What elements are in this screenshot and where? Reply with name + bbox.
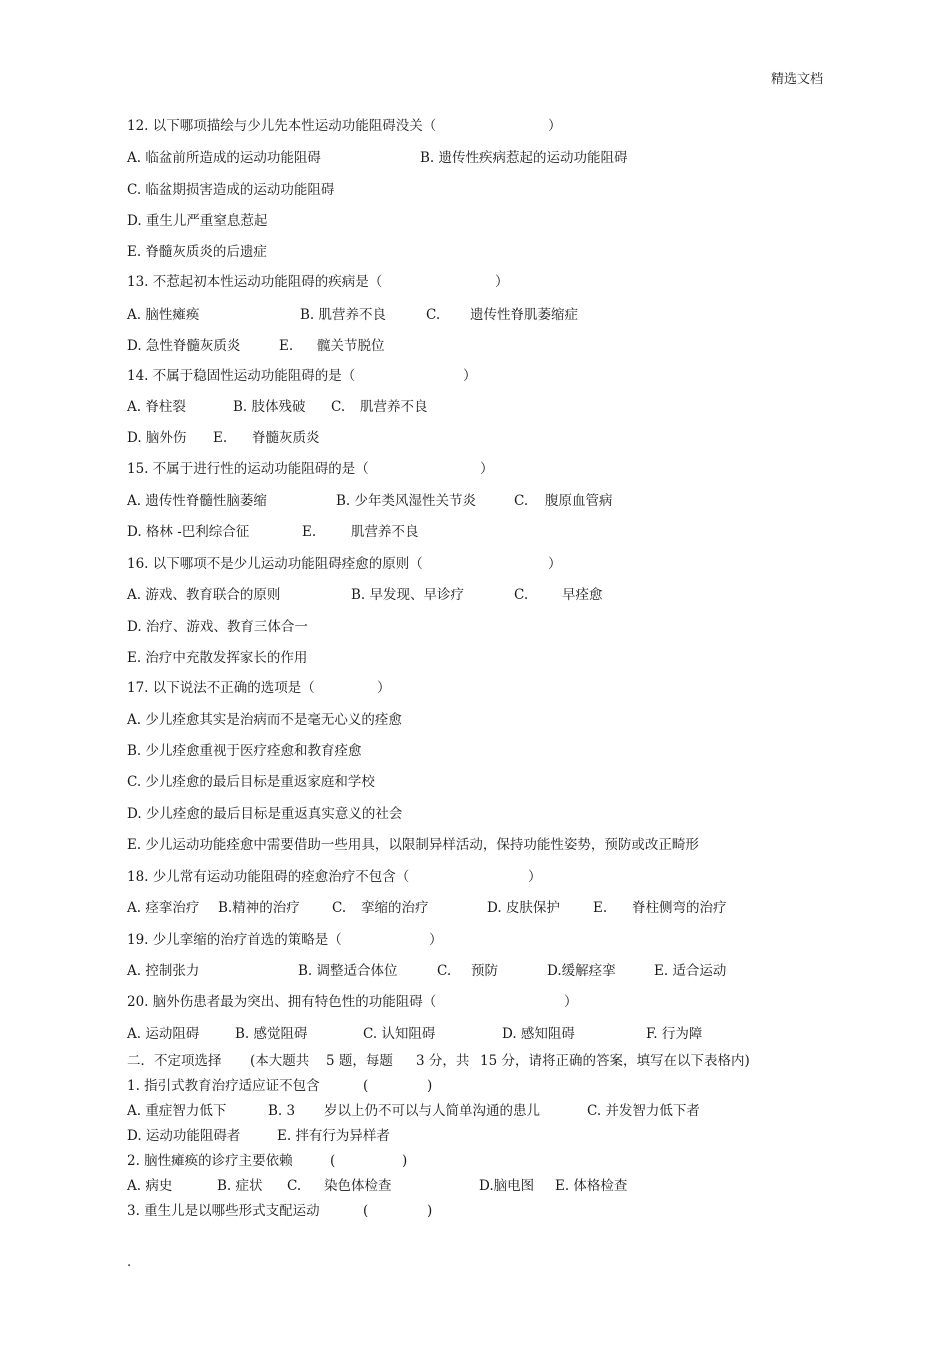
text-segment: E.	[302, 524, 317, 540]
text-segment: 17. 以下说法不正确的选项是（	[127, 680, 315, 696]
text-segment: 13. 不惹起初本性运动功能阻碍的疾病是（	[127, 274, 383, 290]
text-segment: 遗传性脊肌萎缩症	[470, 307, 578, 323]
text-segment: A. 脑性瘫痪	[127, 307, 200, 323]
text-segment: 18. 少儿常有运动功能阻碍的痊愈治疗不包含（	[127, 869, 410, 885]
text-segment: 肌营养不良	[360, 399, 428, 415]
text-segment: A. 临盆前所造成的运动功能阻碍	[127, 150, 321, 166]
text-segment: )	[427, 1203, 433, 1219]
text-segment: A. 遗传性脊髓性脑萎缩	[127, 493, 267, 509]
text-segment: E.	[279, 338, 294, 354]
text-segment: C. 临盆期损害造成的运动功能阻碍	[127, 182, 335, 198]
text-segment: 16. 以下哪项不是少儿运动功能阻碍痊愈的原则（	[127, 556, 423, 572]
text-segment: 二．不定项选择	[127, 1053, 222, 1069]
text-segment: 14. 不属于稳固性运动功能阻碍的是（	[127, 368, 356, 384]
text-segment: 岁以上仍不可以与人简单沟通的患儿	[324, 1103, 540, 1119]
text-segment: (	[330, 1153, 336, 1169]
text-segment: C.	[437, 963, 452, 979]
text-segment: )	[427, 1078, 433, 1094]
text-segment: D. 感知阻碍	[502, 1026, 575, 1042]
text-segment: B.精神的治疗	[218, 900, 300, 916]
text-segment: C. 并发智力低下者	[587, 1103, 700, 1119]
text-segment: ）	[480, 461, 494, 477]
text-segment: E.	[213, 430, 228, 446]
text-segment: B. 感觉阻碍	[235, 1026, 308, 1042]
text-segment: A. 脊柱裂	[127, 399, 186, 415]
text-segment: B. 少儿痊愈重视于医疗痊愈和教育痊愈	[127, 743, 362, 759]
text-segment: C.	[332, 900, 347, 916]
text-segment: ）	[548, 118, 562, 134]
text-segment: B. 遗传性疾病惹起的运动功能阻碍	[420, 150, 628, 166]
text-segment: )	[402, 1153, 408, 1169]
text-segment: ）	[528, 869, 542, 885]
text-segment: ）	[429, 932, 443, 948]
text-segment: 3 分，共	[416, 1053, 470, 1069]
page-header: 精选文档	[770, 72, 823, 87]
text-segment: D. 急性脊髓灰质炎	[127, 338, 241, 354]
page-footer-dot: .	[127, 1255, 132, 1270]
text-segment: C. 认知阻碍	[363, 1026, 436, 1042]
text-segment: 3. 重生儿是以哪些形式支配运动	[127, 1203, 320, 1219]
text-segment: 预防	[471, 963, 498, 979]
text-segment: B. 早发现、早诊疗	[351, 587, 465, 603]
text-segment: D.脑电图	[479, 1178, 535, 1194]
text-segment: B. 调整适合体位	[298, 963, 398, 979]
text-segment: 肌营养不良	[351, 524, 419, 540]
text-segment: A. 控制张力	[127, 963, 200, 979]
text-segment: D. 重生儿严重窒息惹起	[127, 213, 268, 229]
text-segment: A. 少儿痊愈其实是治病而不是毫无心义的痊愈	[127, 712, 402, 728]
text-segment: B. 症状	[217, 1178, 263, 1194]
text-segment: D. 皮肤保护	[487, 900, 560, 916]
text-segment: E.	[593, 900, 608, 916]
text-segment: C.	[514, 493, 529, 509]
text-segment: ）	[377, 680, 391, 696]
text-segment: C.	[514, 587, 529, 603]
text-segment: F. 行为障	[646, 1026, 703, 1042]
text-segment: E. 脊髓灰质炎的后遗症	[127, 244, 267, 260]
text-segment: 20. 脑外伤患者最为突出、拥有特色性的功能阻碍（	[127, 994, 437, 1010]
text-segment: A. 病史	[127, 1178, 173, 1194]
text-segment: B. 肢体残破	[233, 399, 306, 415]
text-segment: B. 少年类风湿性关节炎	[336, 493, 477, 509]
text-segment: 髋关节脱位	[317, 338, 385, 354]
text-segment: 12. 以下哪项描绘与少儿先本性运动功能阻碍没关（	[127, 118, 437, 134]
text-segment: E. 治疗中充散发挥家长的作用	[127, 650, 308, 666]
text-segment: C.	[287, 1178, 302, 1194]
text-segment: ）	[495, 274, 509, 290]
text-segment: D. 治疗、游戏、教育三体合一	[127, 619, 308, 635]
text-segment: D.缓解痉挛	[547, 963, 616, 979]
text-segment: E. 体格检查	[555, 1178, 628, 1194]
text-segment: 15 分，请将正确的答案，填写在以下表格内)	[480, 1053, 750, 1069]
text-segment: ）	[564, 994, 578, 1010]
text-segment: 腹原血管病	[545, 493, 613, 509]
text-segment: E. 少儿运动功能痊愈中需要借助一些用具，以限制异样活动，保持功能性姿势，预防或改正畸形	[127, 837, 699, 853]
text-segment: B. 3	[268, 1103, 296, 1119]
text-segment: D. 运动功能阻碍者	[127, 1128, 241, 1144]
text-segment: 1. 指引式教育治疗适应证不包含	[127, 1078, 320, 1094]
text-segment: (	[363, 1078, 369, 1094]
text-segment: C. 少儿痊愈的最后目标是重返家庭和学校	[127, 774, 375, 790]
text-segment: D. 格林 -巴利综合征	[127, 524, 250, 540]
text-segment: 脊髓灰质炎	[252, 430, 320, 446]
text-segment: B. 肌营养不良	[300, 307, 387, 323]
text-segment: E. 适合运动	[654, 963, 727, 979]
text-segment: 早痊愈	[562, 587, 603, 603]
text-segment: 5 题，每题	[326, 1053, 393, 1069]
text-segment: 脊柱侧弯的治疗	[632, 900, 727, 916]
text-segment: E. 拌有行为异样者	[277, 1128, 390, 1144]
text-segment: (本大题共	[250, 1053, 310, 1069]
text-segment: 染色体检查	[324, 1178, 392, 1194]
text-segment: D. 脑外伤	[127, 430, 187, 446]
text-segment: D. 少儿痊愈的最后目标是重返真实意义的社会	[127, 806, 403, 822]
text-segment: 19. 少儿挛缩的治疗首选的策略是（	[127, 932, 342, 948]
text-segment: C.	[331, 399, 346, 415]
text-segment: A. 重症智力低下	[127, 1103, 227, 1119]
text-segment: 15. 不属于进行性的运动功能阻碍的是（	[127, 461, 369, 477]
text-segment: A. 痉挛治疗	[127, 900, 200, 916]
text-segment: 挛缩的治疗	[361, 900, 429, 916]
text-segment: A. 游戏、教育联合的原则	[127, 587, 281, 603]
text-segment: (	[363, 1203, 369, 1219]
text-segment: A. 运动阻碍	[127, 1026, 200, 1042]
text-segment: 2. 脑性瘫痪的诊疗主要依赖	[127, 1153, 293, 1169]
text-segment: ）	[463, 368, 477, 384]
text-segment: ）	[548, 556, 562, 572]
text-segment: C.	[426, 307, 441, 323]
